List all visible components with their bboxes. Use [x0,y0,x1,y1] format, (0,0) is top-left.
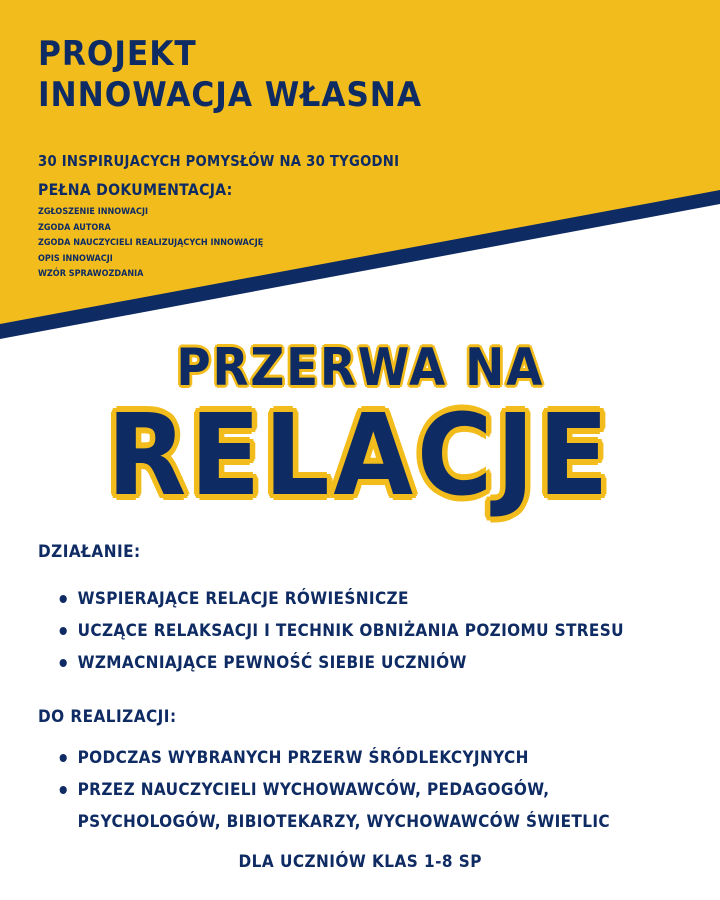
actions-heading: DZIAŁANIE: [38,542,141,562]
bullet-icon [60,754,67,762]
bullet-icon [60,595,67,603]
hero-title [0,338,720,521]
actions-item [56,583,624,615]
actions-item-text: UCZĄCE RELAKSACJI I TECHNIK OBNIŻANIA POZIOMU STRESU [77,621,624,641]
actions-list [56,583,624,679]
documentation-list [38,205,263,283]
project-title [38,34,422,116]
actions-item-text: WZMACNIAJĄCE PEWNOŚĆ SIEBIE UCZNIÓW [77,653,467,673]
actions-item [56,615,624,647]
bullet-icon [60,627,67,635]
bullet-icon [60,786,67,794]
project-title-line1: PROJEKT [38,34,197,74]
bullet-icon [60,659,67,667]
audience-text: DLA UCZNIÓW KLAS 1-8 SP [238,852,482,872]
documentation-item: ZGODA AUTORA [38,222,111,233]
audience-note [0,852,720,872]
documentation-heading: PEŁNA DOKUMENTACJA: [38,180,233,199]
implementation-item-text: PODCZAS WYBRANYCH PRZERW ŚRÓDLEKCYJNYCH [77,748,529,768]
implementation-item-continuation: PSYCHOLOGÓW, BIBIOTEKARZY, WYCHOWAWCÓW ŚWIETLIC [77,812,610,832]
documentation-item: WZÓR SPRAWOZDANIA [38,269,144,279]
documentation-item: ZGŁOSZENIE INNOWACJI [38,207,148,217]
implementation-heading: DO REALIZACJI: [38,707,177,727]
implementation-list [56,742,610,838]
documentation-item: OPIS INNOWACJI [38,253,113,264]
implementation-item [56,742,610,774]
hero-title-line1: PRZERWA NA [176,338,544,398]
actions-item [56,647,624,679]
project-title-line2: INNOWACJA WŁASNA [38,75,423,115]
actions-item-text: WSPIERAJĄCE RELACJE RÓWIEŚNICZE [77,589,409,609]
subtitle: 30 INSPIRUJACYCH POMYSŁÓW NA 30 TYGODNI [38,152,400,170]
documentation-item: ZGODA NAUCZYCIELI REALIZUJĄCYCH INNOWACJĘ [38,238,264,248]
hero-title-line2: RELACJE [107,391,613,521]
implementation-item [56,774,610,838]
implementation-item-text: PRZEZ NAUCZYCIELI WYCHOWAWCÓW, PEDAGOGÓW, [77,780,550,800]
